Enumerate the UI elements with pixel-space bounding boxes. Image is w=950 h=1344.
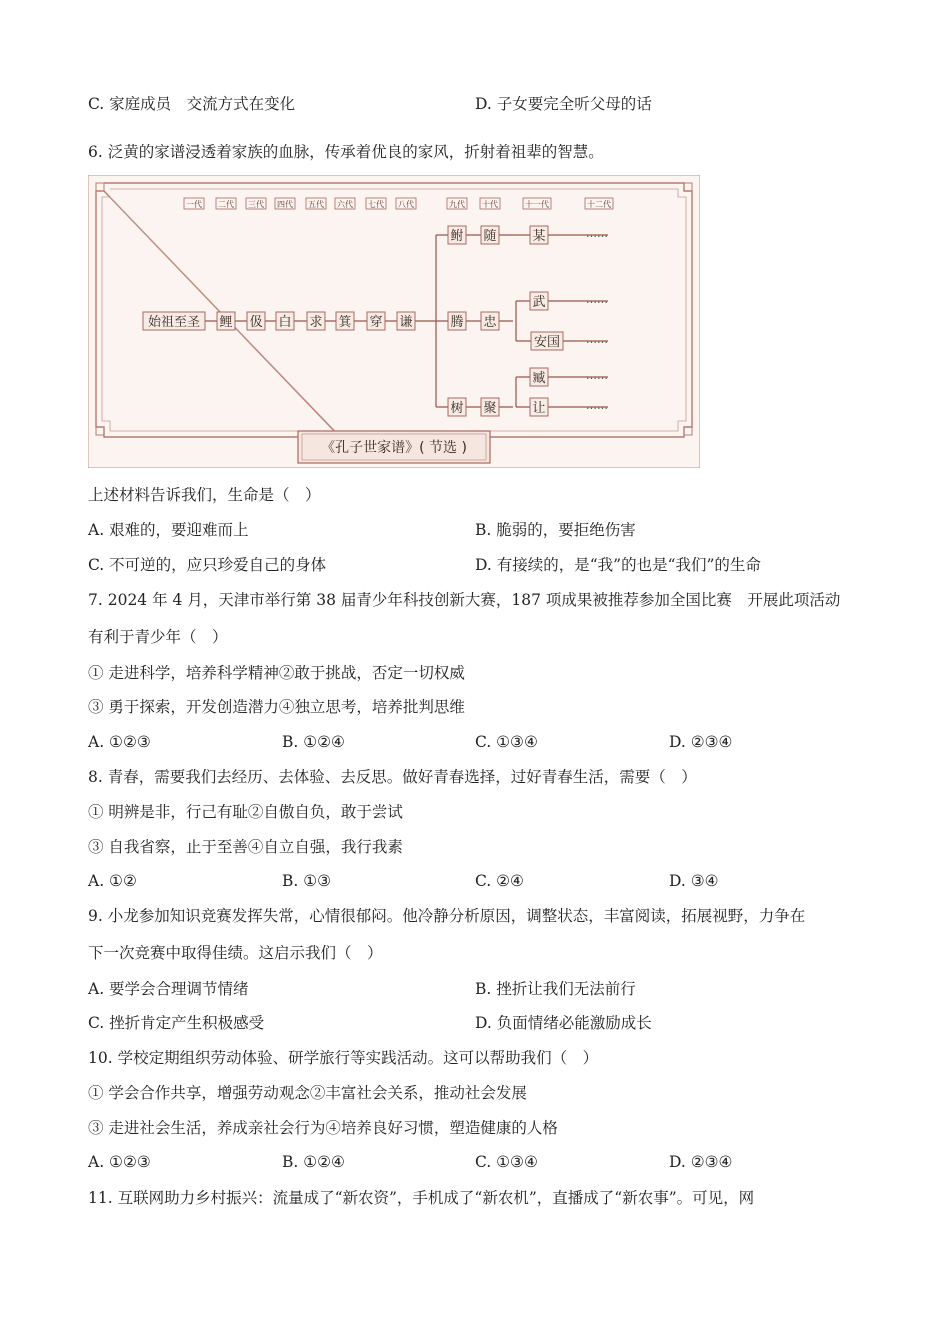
q10-items-3-4: ③ 走进社会生活，养成亲社会行为④培养良好习惯，塑造健康的人格	[88, 1119, 558, 1137]
tree-node-name: 穿	[369, 315, 383, 330]
continuation-ellipsis: ……	[586, 333, 608, 346]
generation-label: 十二代	[587, 200, 611, 209]
q7-option-a: A. ①②③	[88, 733, 151, 751]
q7-option-c: C. ①③④	[475, 733, 538, 751]
tree-node-name: 臧	[532, 371, 546, 386]
generation-label: 十一代	[525, 200, 549, 209]
generation-label: 二代	[218, 200, 234, 209]
q8-items-1-2: ① 明辨是非，行己有耻②自傲自负，敢于尝试	[88, 803, 403, 821]
q6-question: 上述材料告诉我们，生命是（ ）	[88, 486, 321, 504]
q6-option-c: C. 不可逆的，应只珍爱自己的身体	[88, 556, 327, 574]
q7-items-3-4: ③ 勇于探索，开发创造潜力④独立思考，培养批判思维	[88, 698, 465, 716]
tree-node-name: 始祖至圣	[147, 315, 201, 330]
q5-option-c: C. 家庭成员 交流方式在变化	[88, 95, 296, 113]
tree-node-name: 求	[309, 315, 323, 330]
q8-stem: 8. 青春，需要我们去经历、去体验、去反思。做好青春选择，过好青春生活，需要（ ）	[88, 768, 697, 786]
q8-option-b: B. ①③	[282, 872, 332, 890]
q10-option-b: B. ①②④	[282, 1153, 345, 1171]
q9-option-d: D. 负面情绪必能激励成长	[475, 1014, 652, 1032]
tree-node-name: 让	[532, 401, 546, 416]
q9-stem-line2: 下一次竞赛中取得佳绩。这启示我们（ ）	[88, 944, 383, 962]
tree-node-name: 安国	[533, 335, 561, 350]
tree-node-name: 箕	[338, 315, 352, 330]
q10-option-a: A. ①②③	[88, 1153, 151, 1171]
tree-node-name: 腾	[450, 315, 464, 330]
q10-option-d: D. ②③④	[669, 1153, 733, 1171]
generation-label: 九代	[449, 200, 465, 209]
continuation-ellipsis: ……	[586, 293, 608, 306]
tree-node-name: 忠	[483, 315, 497, 330]
figure-caption: 《孔子世家谱》( 节选 )	[321, 440, 467, 456]
q9-option-b: B. 挫折让我们无法前行	[475, 980, 636, 998]
q9-stem-line1: 9. 小龙参加知识竞赛发挥失常，心情很郁闷。他冷静分析原因，调整状态，丰富阅读，拓展视野，力争在	[88, 907, 806, 925]
tree-node-name: 谦	[399, 315, 413, 330]
tree-node-name: 鲋	[450, 229, 464, 244]
q8-option-a: A. ①②	[88, 872, 137, 890]
q9-option-a: A. 要学会合理调节情绪	[88, 980, 249, 998]
q9-option-c: C. 挫折肯定产生积极感受	[88, 1014, 265, 1032]
generation-label: 十代	[482, 200, 498, 209]
generation-label: 八代	[398, 200, 414, 209]
q8-option-d: D. ③④	[669, 872, 719, 890]
q8-items-3-4: ③ 自我省察，止于至善④自立自强，我行我素	[88, 838, 403, 856]
continuation-ellipsis: ……	[586, 399, 608, 412]
tree-node-name: 鲤	[219, 315, 233, 330]
q6-stem: 6. 泛黄的家谱浸透着家族的血脉，传承着优良的家风，折射着祖辈的智慧。	[88, 143, 604, 161]
q6-option-a: A. 艰难的，要迎难而上	[88, 521, 249, 539]
q6-option-b: B. 脆弱的，要拒绝伤害	[475, 521, 636, 539]
q7-option-b: B. ①②④	[282, 733, 345, 751]
generation-label: 七代	[368, 200, 384, 209]
q6-option-d: D. 有接续的，是“我”的也是“我们”的生命	[475, 556, 761, 574]
q8-option-c: C. ②④	[475, 872, 524, 890]
generation-label: 一代	[186, 200, 202, 209]
generation-label: 六代	[337, 200, 353, 209]
q10-option-c: C. ①③④	[475, 1153, 538, 1171]
q7-option-d: D. ②③④	[669, 733, 733, 751]
tree-node-name: 武	[532, 295, 546, 310]
tree-node-name: 某	[532, 229, 546, 244]
tree-node-name: 随	[483, 229, 497, 244]
generation-label: 三代	[248, 200, 264, 209]
q10-stem: 10. 学校定期组织劳动体验、研学旅行等实践活动。这可以帮助我们（ ）	[88, 1049, 599, 1067]
family-tree-figure	[88, 175, 700, 468]
continuation-ellipsis: ……	[586, 369, 608, 382]
q10-items-1-2: ① 学会合作共享，增强劳动观念②丰富社会关系，推动社会发展	[88, 1084, 527, 1102]
tree-node-name: 伋	[249, 315, 263, 330]
continuation-ellipsis: ……	[586, 227, 608, 240]
q7-items-1-2: ① 走进科学，培养科学精神②敢于挑战，否定一切权威	[88, 664, 465, 682]
generation-label: 五代	[308, 200, 324, 209]
q5-option-d: D. 子女要完全听父母的话	[475, 95, 652, 113]
tree-node-name: 聚	[483, 401, 497, 416]
generation-label: 四代	[277, 200, 293, 209]
tree-node-name: 树	[450, 401, 464, 416]
q7-stem-line2: 有利于青少年（ ）	[88, 628, 228, 646]
q11-stem-line1: 11. 互联网助力乡村振兴：流量成了“新农资”，手机成了“新农机”，直播成了“新农事”。可见，网	[88, 1189, 755, 1207]
q7-stem-line1: 7. 2024 年 4 月，天津市举行第 38 届青少年科技创新大赛，187 项成果被推荐参加全国比赛 开展此项活动	[88, 591, 841, 609]
tree-node-name: 白	[278, 315, 292, 330]
